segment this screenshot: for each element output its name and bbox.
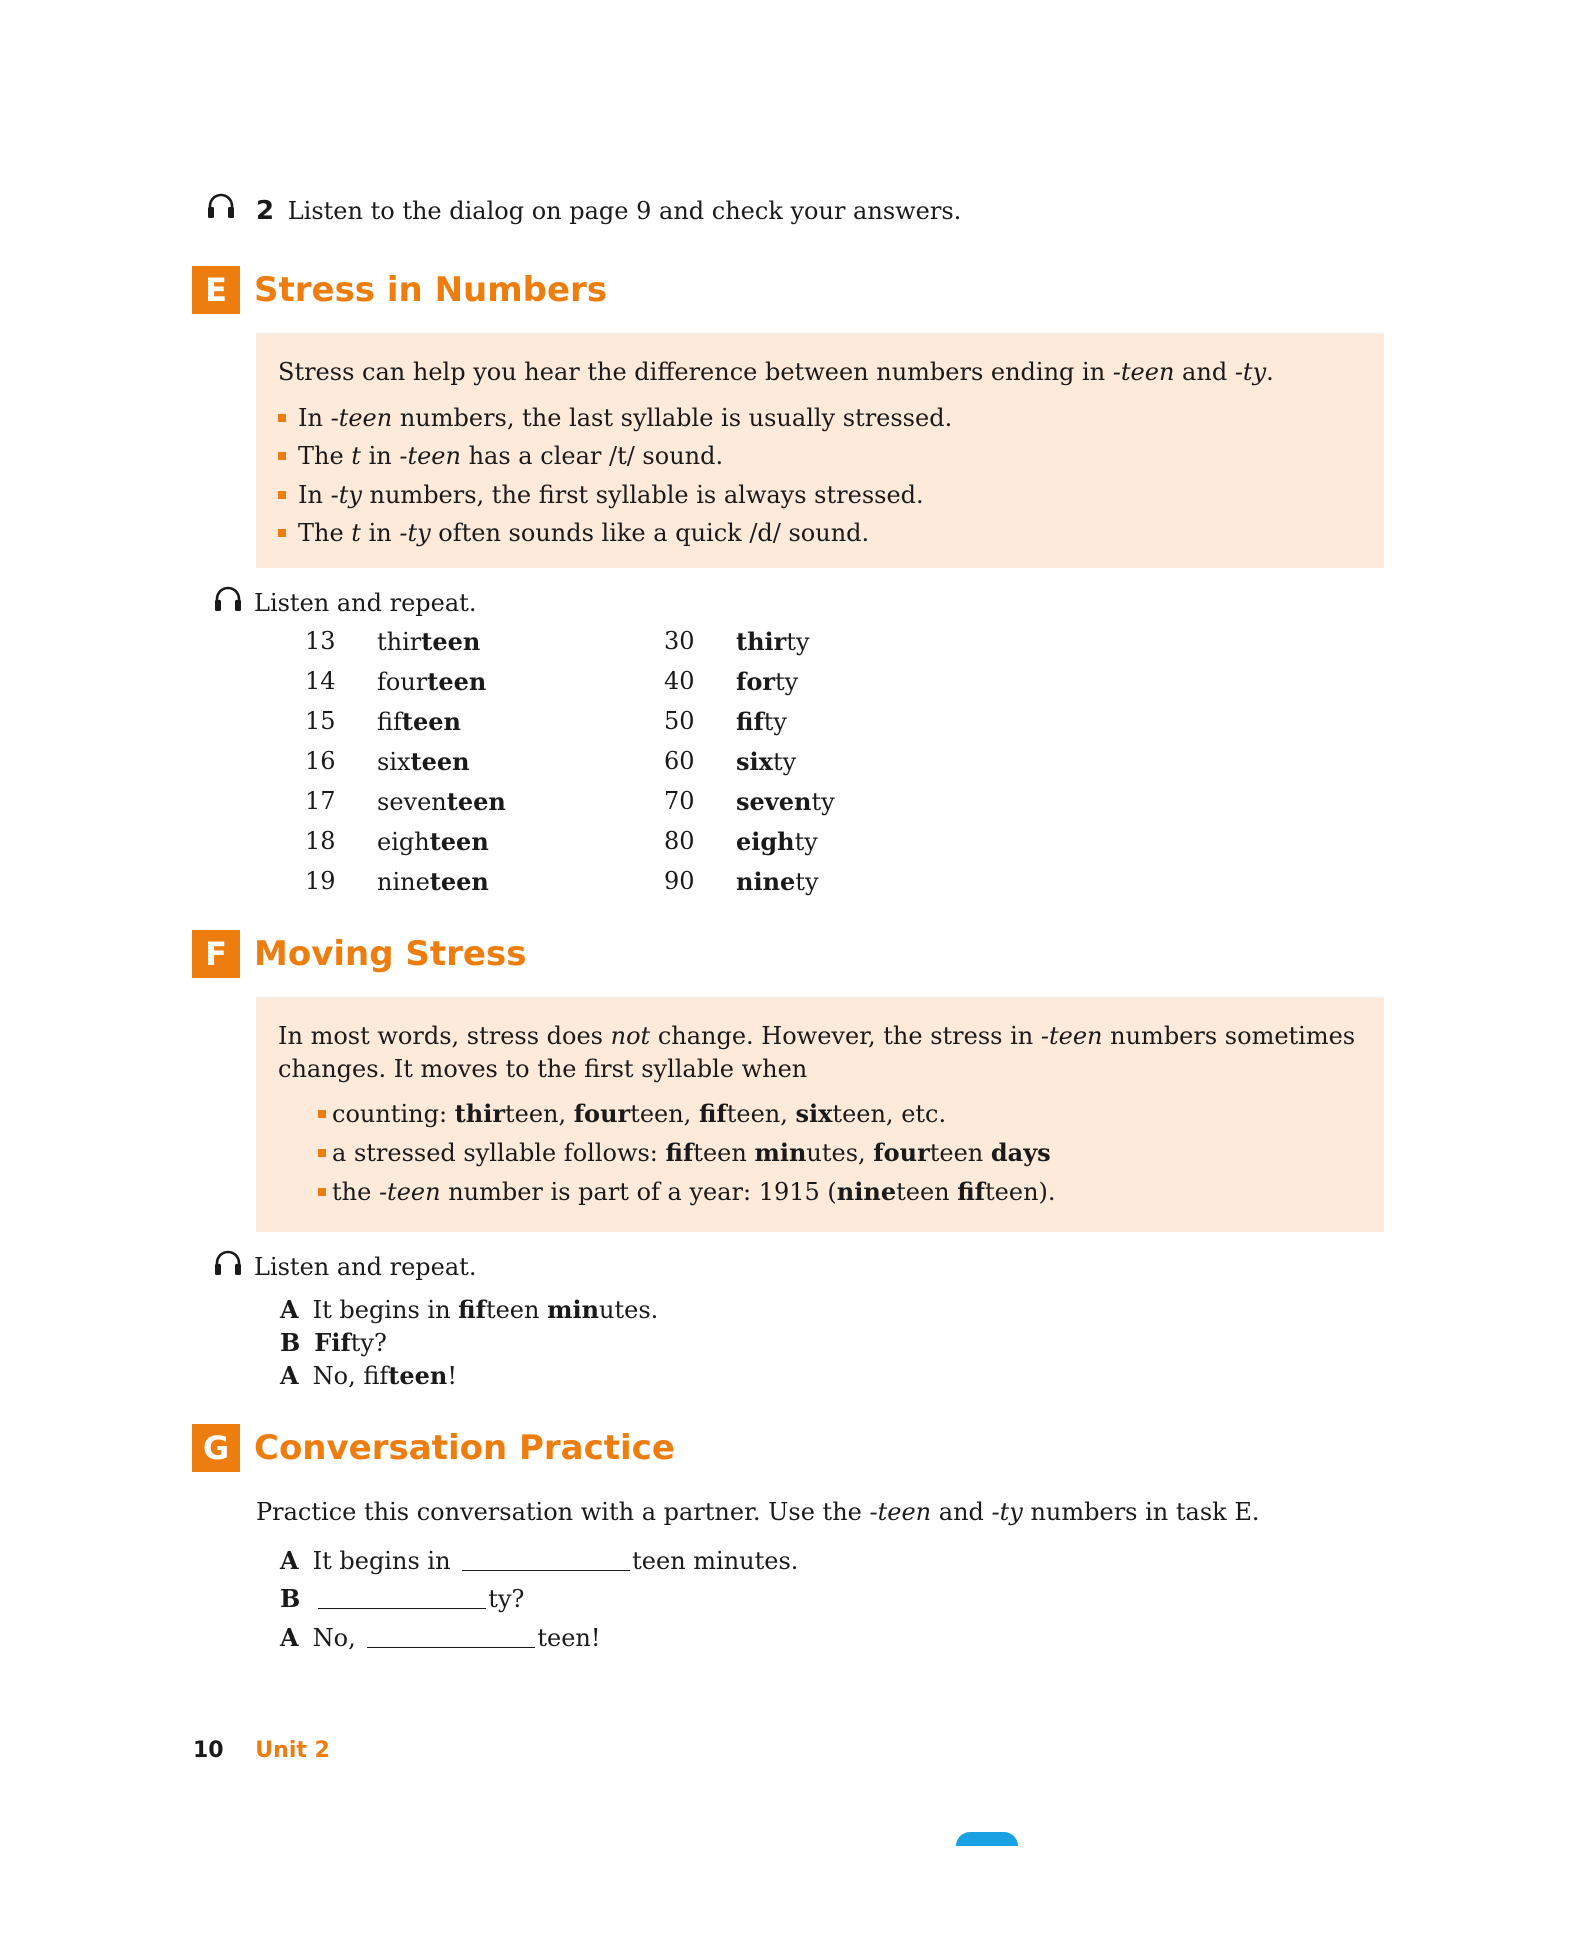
table-row: 14 fourteen [305, 667, 487, 696]
fill-in-blank[interactable] [318, 1586, 486, 1609]
bullet-icon [278, 529, 286, 537]
table-row: 17 seventeen [305, 787, 506, 816]
list-item: The t in -ty often sounds like a quick /d/ sound. [278, 514, 869, 552]
table-row: 60 sixty [664, 747, 797, 776]
practice-line: B ty? [280, 1584, 525, 1613]
speaker-label: A [280, 1295, 299, 1324]
section-g-title: Conversation Practice [254, 1428, 675, 1468]
section-e-title: Stress in Numbers [254, 270, 608, 310]
table-row: 40 forty [664, 667, 799, 696]
table-row: 19 nineteen [305, 867, 489, 896]
speaker-label: A [280, 1361, 299, 1390]
instruction-line [256, 192, 961, 230]
dialog-line: B Fifty? [280, 1328, 387, 1357]
fill-in-blank[interactable] [462, 1548, 630, 1571]
table-row: 70 seventy [664, 787, 835, 816]
practice-instruction: Practice this conversation with a partner. Use the -teen and -ty numbers in task E. [256, 1498, 1260, 1526]
stress-intro: Stress can help you hear the difference between numbers ending in -teen and -ty. [278, 358, 1274, 386]
table-row: 16 sixteen [305, 747, 470, 776]
table-row: 80 eighty [664, 827, 818, 856]
listen-repeat-label: Listen and repeat. [254, 1253, 477, 1281]
list-item: the -teen number is part of a year: 1915 (nineteen fifteen). [318, 1173, 1056, 1211]
stress-info-box [256, 333, 1384, 568]
instruction-text: Listen to the dialog on page 9 and check your answers. [287, 197, 962, 225]
practice-line: A It begins in teen minutes. [280, 1546, 799, 1575]
table-row: 18 eighteen [305, 827, 489, 856]
page-number: 10 [193, 1738, 224, 1763]
bullet-icon [318, 1149, 326, 1157]
moving-intro-line-1: In most words, stress does not change. However, the stress in -teen numbers sometimes [278, 1022, 1356, 1050]
list-item: counting: thirteen, fourteen, fifteen, sixteen, etc. [318, 1095, 946, 1133]
moving-intro-line-2: changes. It moves to the first syllable when [278, 1055, 808, 1083]
table-row: 30 thirty [664, 627, 810, 656]
section-g-badge: G [192, 1424, 240, 1472]
speaker-label: A [280, 1623, 299, 1652]
dialog-line: A No, fifteen! [280, 1361, 457, 1390]
headphones-icon[interactable] [213, 586, 243, 612]
speaker-label: B [280, 1584, 301, 1613]
headphones-icon[interactable] [206, 193, 236, 219]
moving-stress-box [256, 997, 1384, 1232]
list-item: In -teen numbers, the last syllable is usually stressed. [278, 399, 952, 437]
unit-label: Unit 2 [255, 1738, 330, 1763]
exercise-number: 2 [256, 196, 275, 226]
table-row: 13 thirteen [305, 627, 481, 656]
table-row: 90 ninety [664, 867, 819, 896]
table-row: 50 fifty [664, 707, 787, 736]
section-f-badge: F [192, 930, 240, 978]
section-f-title: Moving Stress [254, 934, 527, 974]
listen-repeat-label: Listen and repeat. [254, 589, 477, 617]
list-item: In -ty numbers, the first syllable is always stressed. [278, 476, 924, 514]
practice-line: A No, teen! [280, 1623, 601, 1652]
section-e-badge: E [192, 266, 240, 314]
fill-in-blank[interactable] [367, 1625, 535, 1648]
bullet-icon [318, 1110, 326, 1118]
bullet-icon [278, 414, 286, 422]
headphones-icon[interactable] [213, 1250, 243, 1276]
bullet-icon [318, 1188, 326, 1196]
list-item: a stressed syllable follows: fifteen minutes, fourteen days [318, 1134, 1051, 1172]
speaker-label: B [280, 1328, 301, 1357]
list-item: The t in -teen has a clear /t/ sound. [278, 437, 723, 475]
page-footer [193, 1738, 330, 1763]
dialog-line: A It begins in fifteen minutes. [280, 1295, 659, 1324]
table-row: 15 fifteen [305, 707, 461, 736]
decorative-shape [956, 1832, 1018, 1846]
bullet-icon [278, 491, 286, 499]
bullet-icon [278, 452, 286, 460]
speaker-label: A [280, 1546, 299, 1575]
